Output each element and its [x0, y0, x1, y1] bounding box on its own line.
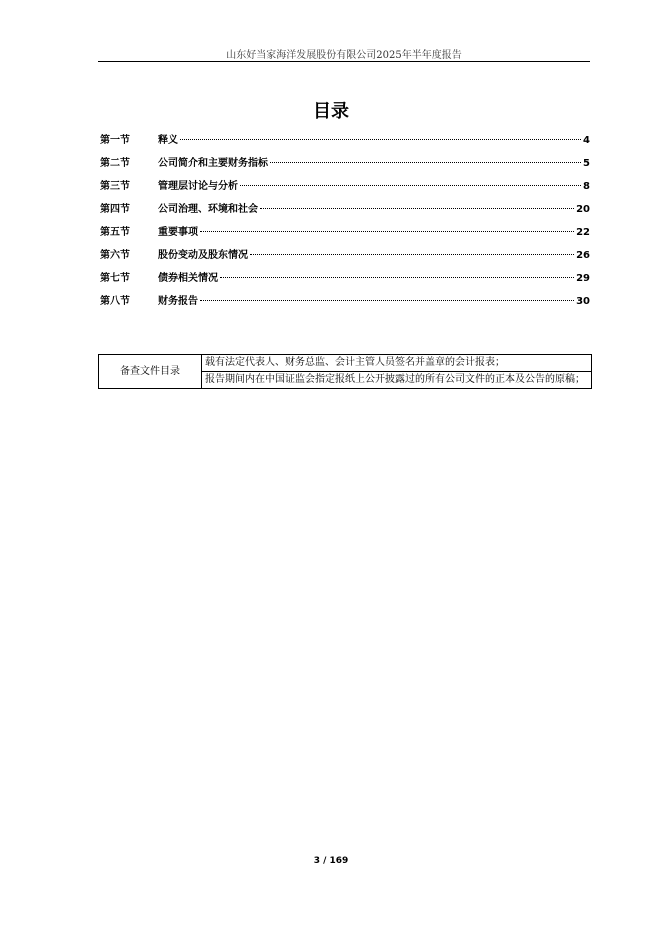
toc-leader-dots [260, 208, 574, 209]
toc-page-number: 22 [576, 227, 590, 238]
toc-list [100, 131, 590, 315]
toc-section-title: 公司简介和主要财务指标 [158, 158, 268, 169]
toc-section-number: 第四节 [100, 204, 130, 215]
toc-entry[interactable] [100, 246, 590, 269]
toc-entry[interactable] [100, 200, 590, 223]
toc-section-number: 第六节 [100, 250, 130, 261]
toc-leader-dots [200, 300, 574, 301]
toc-leader-dots [240, 185, 581, 186]
toc-entry[interactable] [100, 223, 590, 246]
toc-entry[interactable] [100, 269, 590, 292]
toc-page-number: 26 [576, 250, 590, 261]
toc-leader-dots [270, 162, 581, 163]
toc-section-number: 第三节 [100, 181, 130, 192]
table-row [99, 355, 592, 372]
toc-section-number: 第八节 [100, 296, 130, 307]
toc-page-number: 4 [583, 135, 590, 146]
toc-page-number: 29 [576, 273, 590, 284]
toc-section-title: 管理层讨论与分析 [158, 181, 238, 192]
toc-page-number: 5 [583, 158, 590, 169]
toc-section-title: 公司治理、环境和社会 [158, 204, 258, 215]
toc-section-number: 第七节 [100, 273, 130, 284]
toc-page-number: 20 [576, 204, 590, 215]
toc-leader-dots [200, 231, 574, 232]
running-header: 山东好当家海洋发展股份有限公司2025年半年度报告 [226, 50, 462, 61]
toc-section-title: 释义 [158, 135, 178, 146]
toc-section-title: 债券相关情况 [158, 273, 218, 284]
toc-section-title: 重要事项 [158, 227, 198, 238]
toc-section-number: 第五节 [100, 227, 130, 238]
toc-section-title: 股份变动及股东情况 [158, 250, 248, 261]
reference-document-item: 报告期间内在中国证监会指定报纸上公开披露过的所有公司文件的正本及公告的原稿； [202, 372, 592, 389]
toc-leader-dots [180, 139, 581, 140]
toc-title: 目录 [313, 101, 349, 122]
toc-page-number: 30 [576, 296, 590, 307]
toc-section-number: 第二节 [100, 158, 130, 169]
toc-entry[interactable] [100, 177, 590, 200]
header-rule [98, 61, 590, 62]
toc-section-number: 第一节 [100, 135, 130, 146]
toc-leader-dots [250, 254, 574, 255]
toc-entry[interactable] [100, 131, 590, 154]
page-number-footer: 3 / 169 [313, 856, 349, 866]
toc-page-number: 8 [583, 181, 590, 192]
toc-entry[interactable] [100, 292, 590, 315]
reference-documents-table [98, 354, 592, 389]
reference-documents-label: 备查文件目录 [99, 355, 202, 389]
toc-section-title: 财务报告 [158, 296, 198, 307]
toc-leader-dots [220, 277, 574, 278]
reference-document-item: 载有法定代表人、财务总监、会计主管人员签名并盖章的会计报表； [202, 355, 592, 372]
toc-entry[interactable] [100, 154, 590, 177]
